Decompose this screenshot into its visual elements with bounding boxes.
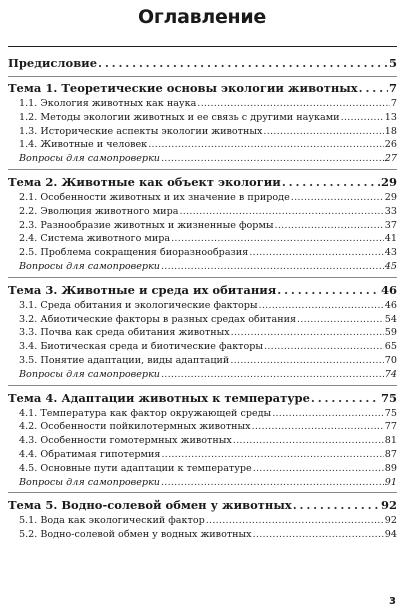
toc-entry-page: 33 xyxy=(384,205,397,217)
toc-entry-page: 87 xyxy=(384,448,397,460)
toc-entry-preface[interactable] xyxy=(8,55,397,72)
toc-entry-page: 75 xyxy=(380,390,397,405)
toc-entry-label: Вопросы для самопроверки xyxy=(19,153,160,165)
toc-entry-page: 7 xyxy=(390,98,397,109)
toc-entry-page: 27 xyxy=(384,153,397,165)
toc-entry-label: 4.5. Основные пути адаптации к температуре xyxy=(19,462,252,474)
toc-subsection[interactable] xyxy=(8,219,397,233)
dot-leader xyxy=(272,407,384,421)
toc-entry-label: 4.4. Обратимая гипотермия xyxy=(19,448,161,460)
toc-subsection[interactable] xyxy=(8,354,397,368)
dot-leader xyxy=(291,191,384,205)
section-divider xyxy=(8,277,397,278)
section-divider xyxy=(8,169,397,170)
toc-entry-page: 75 xyxy=(384,407,397,419)
toc-entry-label: Тема 4. Адаптации животных к температуре xyxy=(8,390,310,405)
toc-entry-page: 89 xyxy=(384,462,397,474)
toc-entry-page: 46 xyxy=(384,299,397,311)
dot-leader xyxy=(297,313,384,327)
toc-entry-page: 81 xyxy=(384,435,397,447)
toc-entry-label: 3.1. Среда обитания и экологические факторы xyxy=(19,299,258,311)
toc-subsection[interactable] xyxy=(8,528,397,542)
section-divider xyxy=(8,492,397,493)
dot-leader xyxy=(259,299,384,313)
dot-leader xyxy=(161,152,384,166)
toc-entry-page: 54 xyxy=(384,313,397,325)
toc-entry-page: 70 xyxy=(384,354,397,366)
dot-leader xyxy=(206,514,384,528)
section-divider xyxy=(8,385,397,386)
toc-subsection[interactable] xyxy=(8,205,397,219)
toc-review-questions[interactable] xyxy=(8,152,397,166)
toc-entry-label: 4.2. Особенности пойкилотермных животных xyxy=(19,421,251,433)
toc-entry-label: Тема 5. Водно-солевой обмен у животных xyxy=(8,498,292,513)
toc-entry-page: 91 xyxy=(384,476,397,488)
dot-leader xyxy=(341,111,384,125)
toc-subsection[interactable] xyxy=(8,299,397,313)
toc-entry-label: Предисловие xyxy=(8,56,98,70)
toc-entry-page: 41 xyxy=(384,233,397,245)
toc-subsection[interactable] xyxy=(8,232,397,246)
toc-entry-page: 77 xyxy=(384,421,397,433)
toc-entry-label: 3.5. Понятие адаптации, виды адаптаций xyxy=(19,354,230,366)
toc-entry-page: 13 xyxy=(384,111,397,123)
dot-leader xyxy=(171,232,384,246)
toc-subsection[interactable] xyxy=(8,246,397,260)
toc-subsection[interactable] xyxy=(8,407,397,421)
toc-entry-label: 1.2. Методы экологии животных и ее связь с другими науками xyxy=(19,111,340,123)
dot-leader xyxy=(252,420,384,434)
toc-entry-label: 5.2. Водно-солевой обмен у водных животных xyxy=(19,529,252,541)
toc-entry-label: Тема 3. Животные и среда их обитания xyxy=(8,282,277,297)
toc-entry-page: 26 xyxy=(384,139,397,151)
toc-entry-page: 45 xyxy=(384,260,397,272)
dot-leader xyxy=(161,368,384,382)
toc-entry-page: 92 xyxy=(380,498,397,513)
toc-review-questions[interactable] xyxy=(8,476,397,490)
toc-entry-page: 46 xyxy=(380,282,397,297)
toc-entry-label: 4.3. Особенности гомотермных животных xyxy=(19,435,232,447)
toc-review-questions[interactable] xyxy=(8,368,397,382)
dot-leader xyxy=(148,138,384,152)
toc-topic-heading[interactable] xyxy=(8,282,397,299)
dot-leader xyxy=(197,97,390,111)
dot-leader xyxy=(359,80,388,97)
toc-topic-heading[interactable] xyxy=(8,174,397,191)
toc-subsection[interactable] xyxy=(8,326,397,340)
toc-entry-label: Вопросы для самопроверки xyxy=(19,260,160,272)
toc-entry-label: Тема 1. Теоретические основы экологии животных xyxy=(8,81,358,95)
dot-leader xyxy=(230,354,383,368)
toc-entry-label: 2.2. Эволюция животного мира xyxy=(19,205,179,217)
toc-subsection[interactable] xyxy=(8,125,397,139)
toc-subsection[interactable] xyxy=(8,514,397,528)
toc-entry-label: 2.3. Разнообразие животных и жизненные формы xyxy=(19,219,274,231)
dot-leader xyxy=(282,174,380,191)
dot-leader xyxy=(179,205,383,219)
toc-subsection[interactable] xyxy=(8,434,397,448)
toc-subsection[interactable] xyxy=(8,448,397,462)
toc-entry-label: 2.4. Система животного мира xyxy=(19,233,171,245)
dot-leader xyxy=(231,326,384,340)
toc-entry-label: 4.1. Температура как фактор окружающей среды xyxy=(19,407,272,419)
dot-leader xyxy=(293,497,380,514)
toc-entry-page: 29 xyxy=(380,174,397,189)
toc-subsection[interactable] xyxy=(8,111,397,125)
toc-subsection[interactable] xyxy=(8,340,397,354)
toc-entry-page: 59 xyxy=(384,327,397,339)
toc-entry-label: 3.4. Биотическая среда и биотические факторы xyxy=(19,341,264,353)
toc-entry-page: 74 xyxy=(384,368,397,380)
dot-leader xyxy=(161,260,384,274)
toc-entry-page: 65 xyxy=(384,341,397,353)
toc-entry-label: Вопросы для самопроверки xyxy=(19,476,160,488)
title-divider xyxy=(8,46,397,47)
toc-entry-page: 43 xyxy=(384,247,397,259)
dot-leader xyxy=(253,462,384,476)
page-number: 3 xyxy=(389,596,396,607)
toc-entry-label: 5.1. Вода как экологический фактор xyxy=(19,515,205,527)
dot-leader xyxy=(264,340,384,354)
toc-topic-heading[interactable] xyxy=(8,497,397,514)
toc-entry-label: 1.3. Исторические аспекты экологии животных xyxy=(19,125,263,137)
toc-entry-label: 2.1. Особенности животных и их значение в природе xyxy=(19,191,290,203)
toc-subsection[interactable] xyxy=(8,462,397,476)
dot-leader xyxy=(249,246,384,260)
dot-leader xyxy=(253,528,384,542)
toc-entry-page: 94 xyxy=(384,529,397,541)
toc-entry-page: 29 xyxy=(384,191,397,203)
table-of-contents xyxy=(8,55,397,542)
dot-leader xyxy=(277,282,380,299)
toc-subsection[interactable] xyxy=(8,420,397,434)
dot-leader xyxy=(311,390,380,407)
toc-subsection[interactable] xyxy=(8,97,397,111)
dot-leader xyxy=(263,125,383,139)
section-divider xyxy=(8,76,397,77)
toc-subsection[interactable] xyxy=(8,313,397,327)
toc-entry-page: 5 xyxy=(388,56,397,70)
toc-entry-page: 7 xyxy=(388,81,397,95)
toc-subsection[interactable] xyxy=(8,191,397,205)
toc-entry-label: 2.5. Проблема сокращения биоразнообразия xyxy=(19,247,249,259)
toc-topic-heading[interactable] xyxy=(8,390,397,407)
toc-entry-page: 92 xyxy=(384,515,397,527)
toc-entry-label: Вопросы для самопроверки xyxy=(19,368,160,380)
toc-review-questions[interactable] xyxy=(8,260,397,274)
toc-entry-label: 1.4. Животные и человек xyxy=(19,139,148,151)
toc-entry-label: 3.2. Абиотические факторы в разных средах обитания xyxy=(19,313,297,325)
dot-leader xyxy=(161,476,384,490)
toc-topic-heading[interactable] xyxy=(8,80,397,97)
toc-entry-page: 18 xyxy=(384,125,397,137)
toc-subsection[interactable] xyxy=(8,138,397,152)
dot-leader xyxy=(98,55,388,72)
toc-entry-page: 37 xyxy=(384,219,397,231)
toc-entry-label: 3.3. Почва как среда обитания животных xyxy=(19,327,230,339)
dot-leader xyxy=(233,434,384,448)
dot-leader xyxy=(275,219,384,233)
toc-entry-label: 1.1. Экология животных как наука xyxy=(19,98,197,109)
page-title: Оглавление xyxy=(138,6,266,28)
toc-entry-label: Тема 2. Животные как объект экологии xyxy=(8,174,281,189)
dot-leader xyxy=(161,448,383,462)
